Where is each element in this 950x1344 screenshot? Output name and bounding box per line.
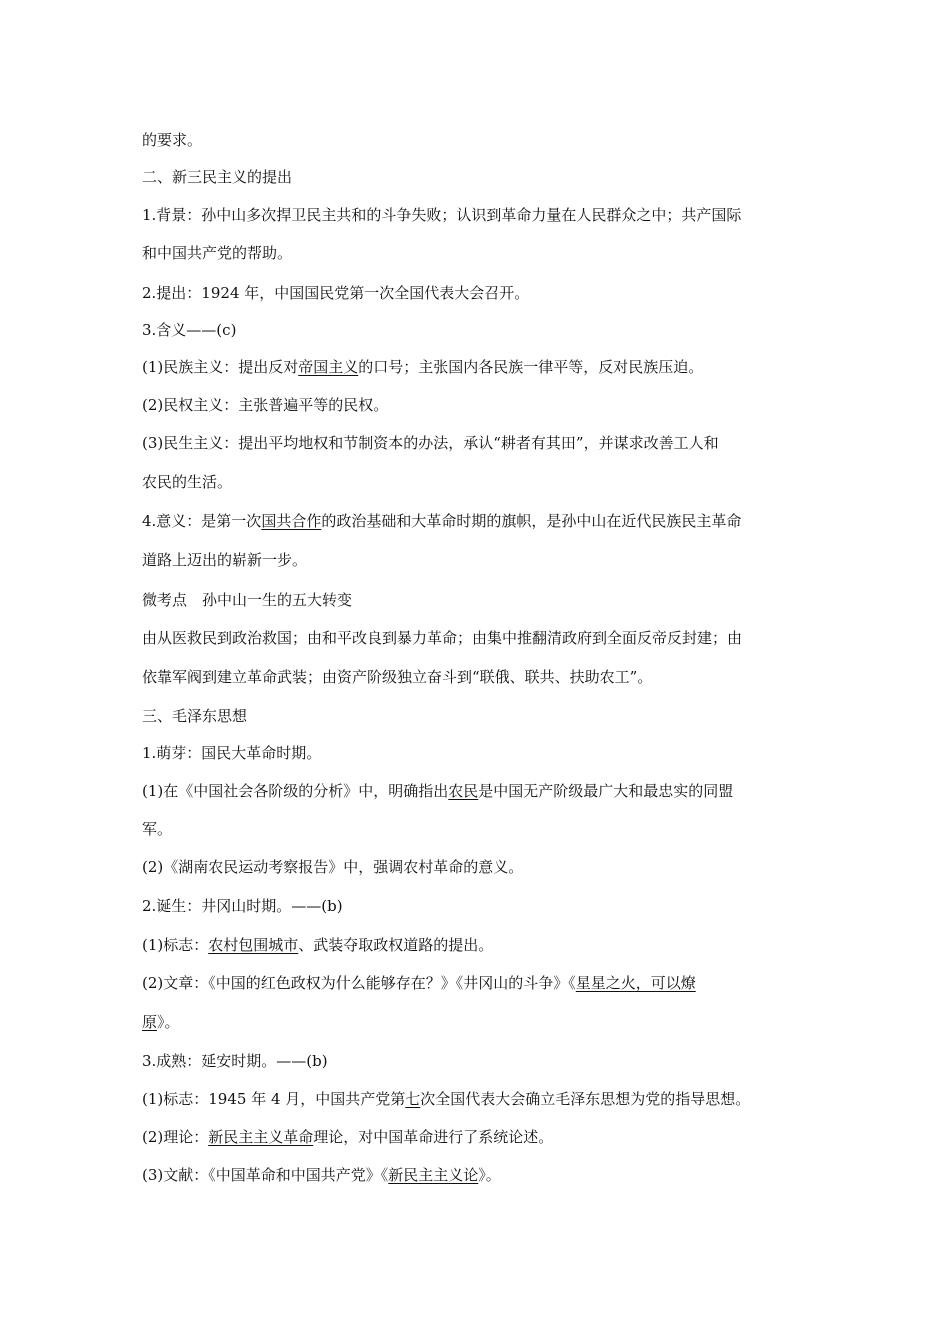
text-segment: 农民的生活。 xyxy=(142,473,233,491)
text-line xyxy=(142,1012,822,1032)
micro-point-heading xyxy=(142,590,822,610)
text-line xyxy=(142,973,822,993)
text-segment: 理论，对中国革命进行了系统论述。 xyxy=(313,1128,554,1146)
text-line xyxy=(142,472,822,492)
underlined-key-term: 七 xyxy=(405,1090,421,1108)
text-line xyxy=(142,935,822,955)
text-segment: (2)《湖南农民运动考察报告》中，强调农村革命的意义。 xyxy=(142,858,524,876)
text-line xyxy=(142,550,822,570)
text-segment: 1.背景：孙中山多次捍卫民主共和的斗争失败；认识到革命力量在人民群众之中；共产国际 xyxy=(142,206,742,224)
text-segment: 是中国无产阶级最广大和最忠实的同盟 xyxy=(478,782,734,800)
text-segment: 》。 xyxy=(478,1166,501,1184)
text-segment: 1.萌芽：国民大革命时期。 xyxy=(142,744,322,762)
section-heading xyxy=(142,706,822,726)
text-segment: 3.含义——(c) xyxy=(142,321,237,339)
text-line xyxy=(142,205,822,225)
text-line xyxy=(142,243,822,263)
text-line xyxy=(142,1089,822,1109)
text-segment: 二、新三民主义的提出 xyxy=(142,168,293,186)
underlined-key-term: 农村包围城市 xyxy=(208,936,299,954)
text-segment: 的口号；主张国内各民族一律平等，反对民族压迫。 xyxy=(358,358,704,376)
text-segment: 的要求。 xyxy=(142,131,203,149)
text-segment: 依靠军阀到建立革命武装；由资产阶级独立奋斗到“联俄、联共、扶助农工”。 xyxy=(142,668,653,686)
text-line xyxy=(142,667,822,687)
text-segment: 次全国代表大会确立毛泽东思想为党的指导思想。 xyxy=(420,1090,751,1108)
text-segment: (1)标志：1945 年 4 月，中国共产党第 xyxy=(142,1090,406,1108)
text-segment: (2)民权主义：主张普遍平等的民权。 xyxy=(142,396,389,414)
text-segment: 由从医救民到政治救国；由和平改良到暴力革命；由集中推翻清政府到全面反帝反封建；由 xyxy=(142,629,743,647)
text-line xyxy=(142,1051,822,1071)
text-line xyxy=(142,628,822,648)
text-segment: 4.意义：是第一次 xyxy=(142,512,262,530)
text-segment: 微考点 孙中山一生的五大转变 xyxy=(142,591,353,609)
text-segment: (2)文章：《中国的红色政权为什么能够存在？》《井冈山的斗争》《 xyxy=(142,974,576,992)
underlined-key-term: 新民主主义革命 xyxy=(208,1128,314,1146)
underlined-key-term: 新民主主义论 xyxy=(388,1166,479,1184)
text-segment: (3)民生主义：提出平均地权和节制资本的办法，承认“耕者有其田”，并谋求改善工人和 xyxy=(142,434,719,452)
text-line xyxy=(142,896,822,916)
text-segment: (1)民族主义：提出反对 xyxy=(142,358,299,376)
text-line xyxy=(142,130,822,150)
text-line xyxy=(142,819,822,839)
text-segment: 3.成熟：延安时期。——(b) xyxy=(142,1052,328,1070)
text-line xyxy=(142,781,822,801)
text-segment: 2.提出：1924 年，中国国民党第一次全国代表大会召开。 xyxy=(142,284,530,302)
text-line xyxy=(142,395,822,415)
text-segment: (3)文献：《中国革命和中国共产党》《 xyxy=(142,1166,389,1184)
text-segment: (1)在《中国社会各阶级的分析》中，明确指出 xyxy=(142,782,449,800)
text-segment: 道路上迈出的崭新一步。 xyxy=(142,551,308,569)
text-line xyxy=(142,511,822,531)
text-segment: 军。 xyxy=(142,820,173,838)
text-line xyxy=(142,433,822,453)
underlined-key-term: 农民 xyxy=(448,782,479,800)
underlined-key-term: 国共合作 xyxy=(261,512,322,530)
text-segment: 三、毛泽东思想 xyxy=(142,707,248,725)
text-line xyxy=(142,857,822,877)
text-segment: 2.诞生：井冈山时期。——(b) xyxy=(142,897,343,915)
text-segment: (2)理论： xyxy=(142,1128,209,1146)
text-segment: 、武装夺取政权道路的提出。 xyxy=(298,936,494,954)
underlined-key-term: 星星之火，可以燎 xyxy=(575,974,696,992)
underlined-key-term: 原 xyxy=(142,1013,158,1031)
text-segment: 》。 xyxy=(157,1013,180,1031)
text-segment: 的政治基础和大革命时期的旗帜，是孙中山在近代民族民主革命 xyxy=(321,512,742,530)
text-line xyxy=(142,1165,822,1185)
text-line xyxy=(142,743,822,763)
text-line xyxy=(142,1127,822,1147)
text-line xyxy=(142,283,822,303)
text-line xyxy=(142,320,822,340)
underlined-key-term: 帝国主义 xyxy=(298,358,359,376)
text-segment: (1)标志： xyxy=(142,936,209,954)
text-line xyxy=(142,357,822,377)
text-segment: 和中国共产党的帮助。 xyxy=(142,244,293,262)
section-heading xyxy=(142,167,822,187)
